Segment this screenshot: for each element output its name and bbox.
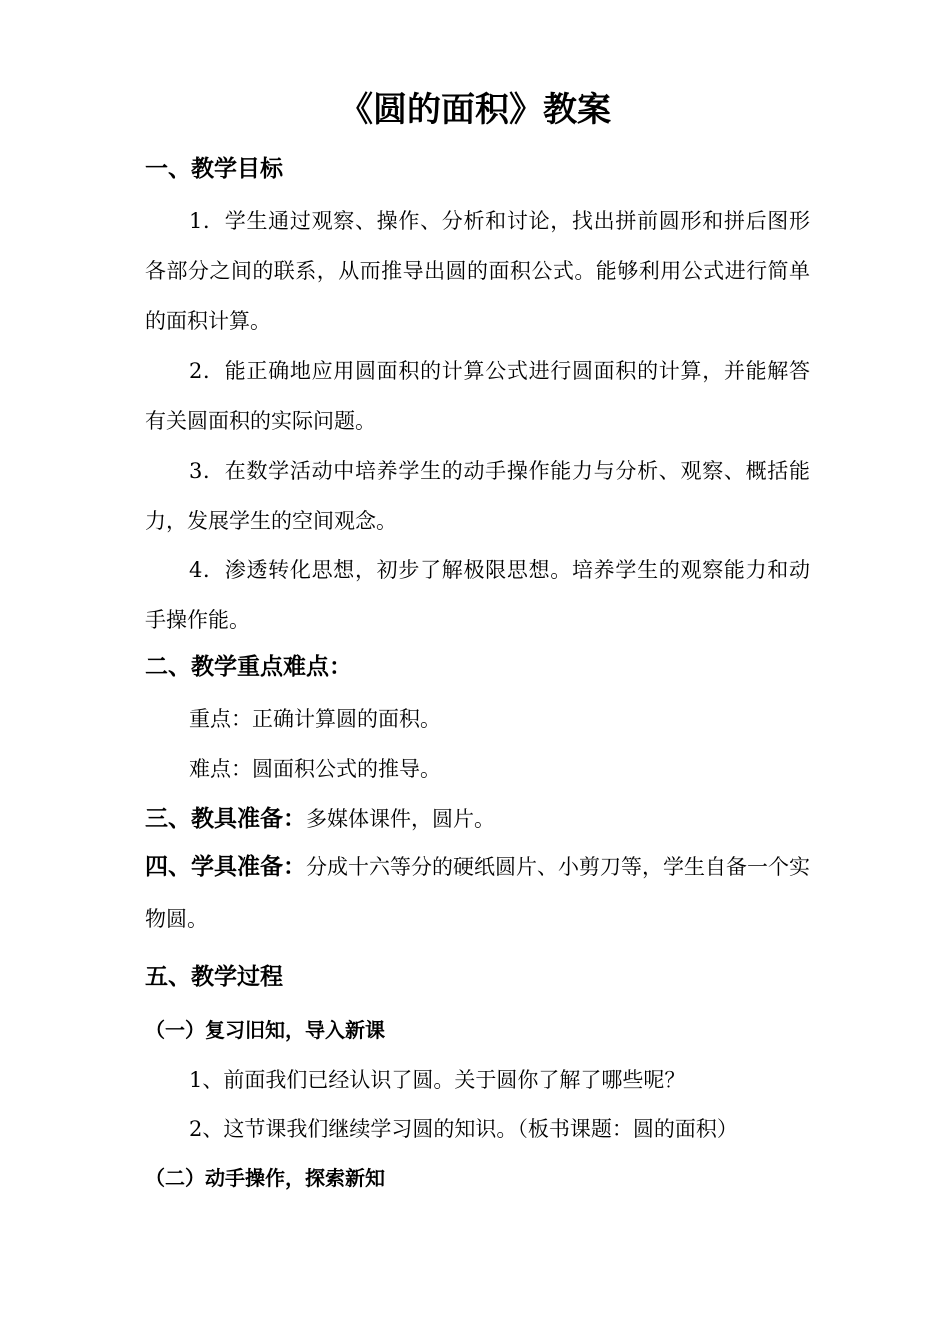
- focus-point: 重点：正确计算圆的面积。: [189, 707, 441, 731]
- document-title: 《圆的面积》教案: [339, 90, 611, 130]
- process-heading: 五、教学过程: [145, 964, 283, 990]
- process-part1-item-1: 1、前面我们已经认识了圆。关于圆你了解了哪些呢？: [189, 1068, 686, 1092]
- process-part1-heading: （一）复习旧知，导入新课: [145, 1018, 385, 1042]
- teaching-aids-line: [145, 794, 815, 846]
- student-aids-line: [145, 842, 815, 946]
- teaching-aids-label: 三、教具准备：: [145, 806, 306, 832]
- student-aids-label: 四、学具准备：: [145, 854, 306, 880]
- objective-item-4: 4．渗透转化思想，初步了解极限思想。培养学生的观察能力和动手操作能。: [145, 558, 810, 632]
- objective-item-2: 2．能正确地应用圆面积的计算公式进行圆面积的计算，并能解答有关圆面积的实际问题。: [145, 359, 810, 433]
- objective-item-1: 1．学生通过观察、操作、分析和讨论，找出拼前圆形和拼后图形各部分之间的联系，从而推导出圆的面积公式。能够利用公式进行简单的面积计算。: [145, 209, 810, 333]
- key-points-heading: 二、教学重点难点：: [145, 654, 352, 680]
- process-part2-heading: （二）动手操作，探索新知: [145, 1166, 385, 1190]
- student-aids-text: 分成十六等分的硬纸圆片、小剪刀等，学生自备一个实物圆。: [145, 855, 810, 931]
- objective-item-3: 3．在数学活动中培养学生的动手操作能力与分析、观察、概括能力，发展学生的空间观念。: [145, 459, 810, 533]
- difficulty-point: 难点：圆面积公式的推导。: [189, 757, 441, 781]
- process-part1-item-2: 2、这节课我们继续学习圆的知识。（板书课题：圆的面积）: [189, 1117, 738, 1141]
- teaching-aids-text: 多媒体课件，圆片。: [306, 807, 495, 831]
- objectives-heading: 一、教学目标: [145, 156, 283, 182]
